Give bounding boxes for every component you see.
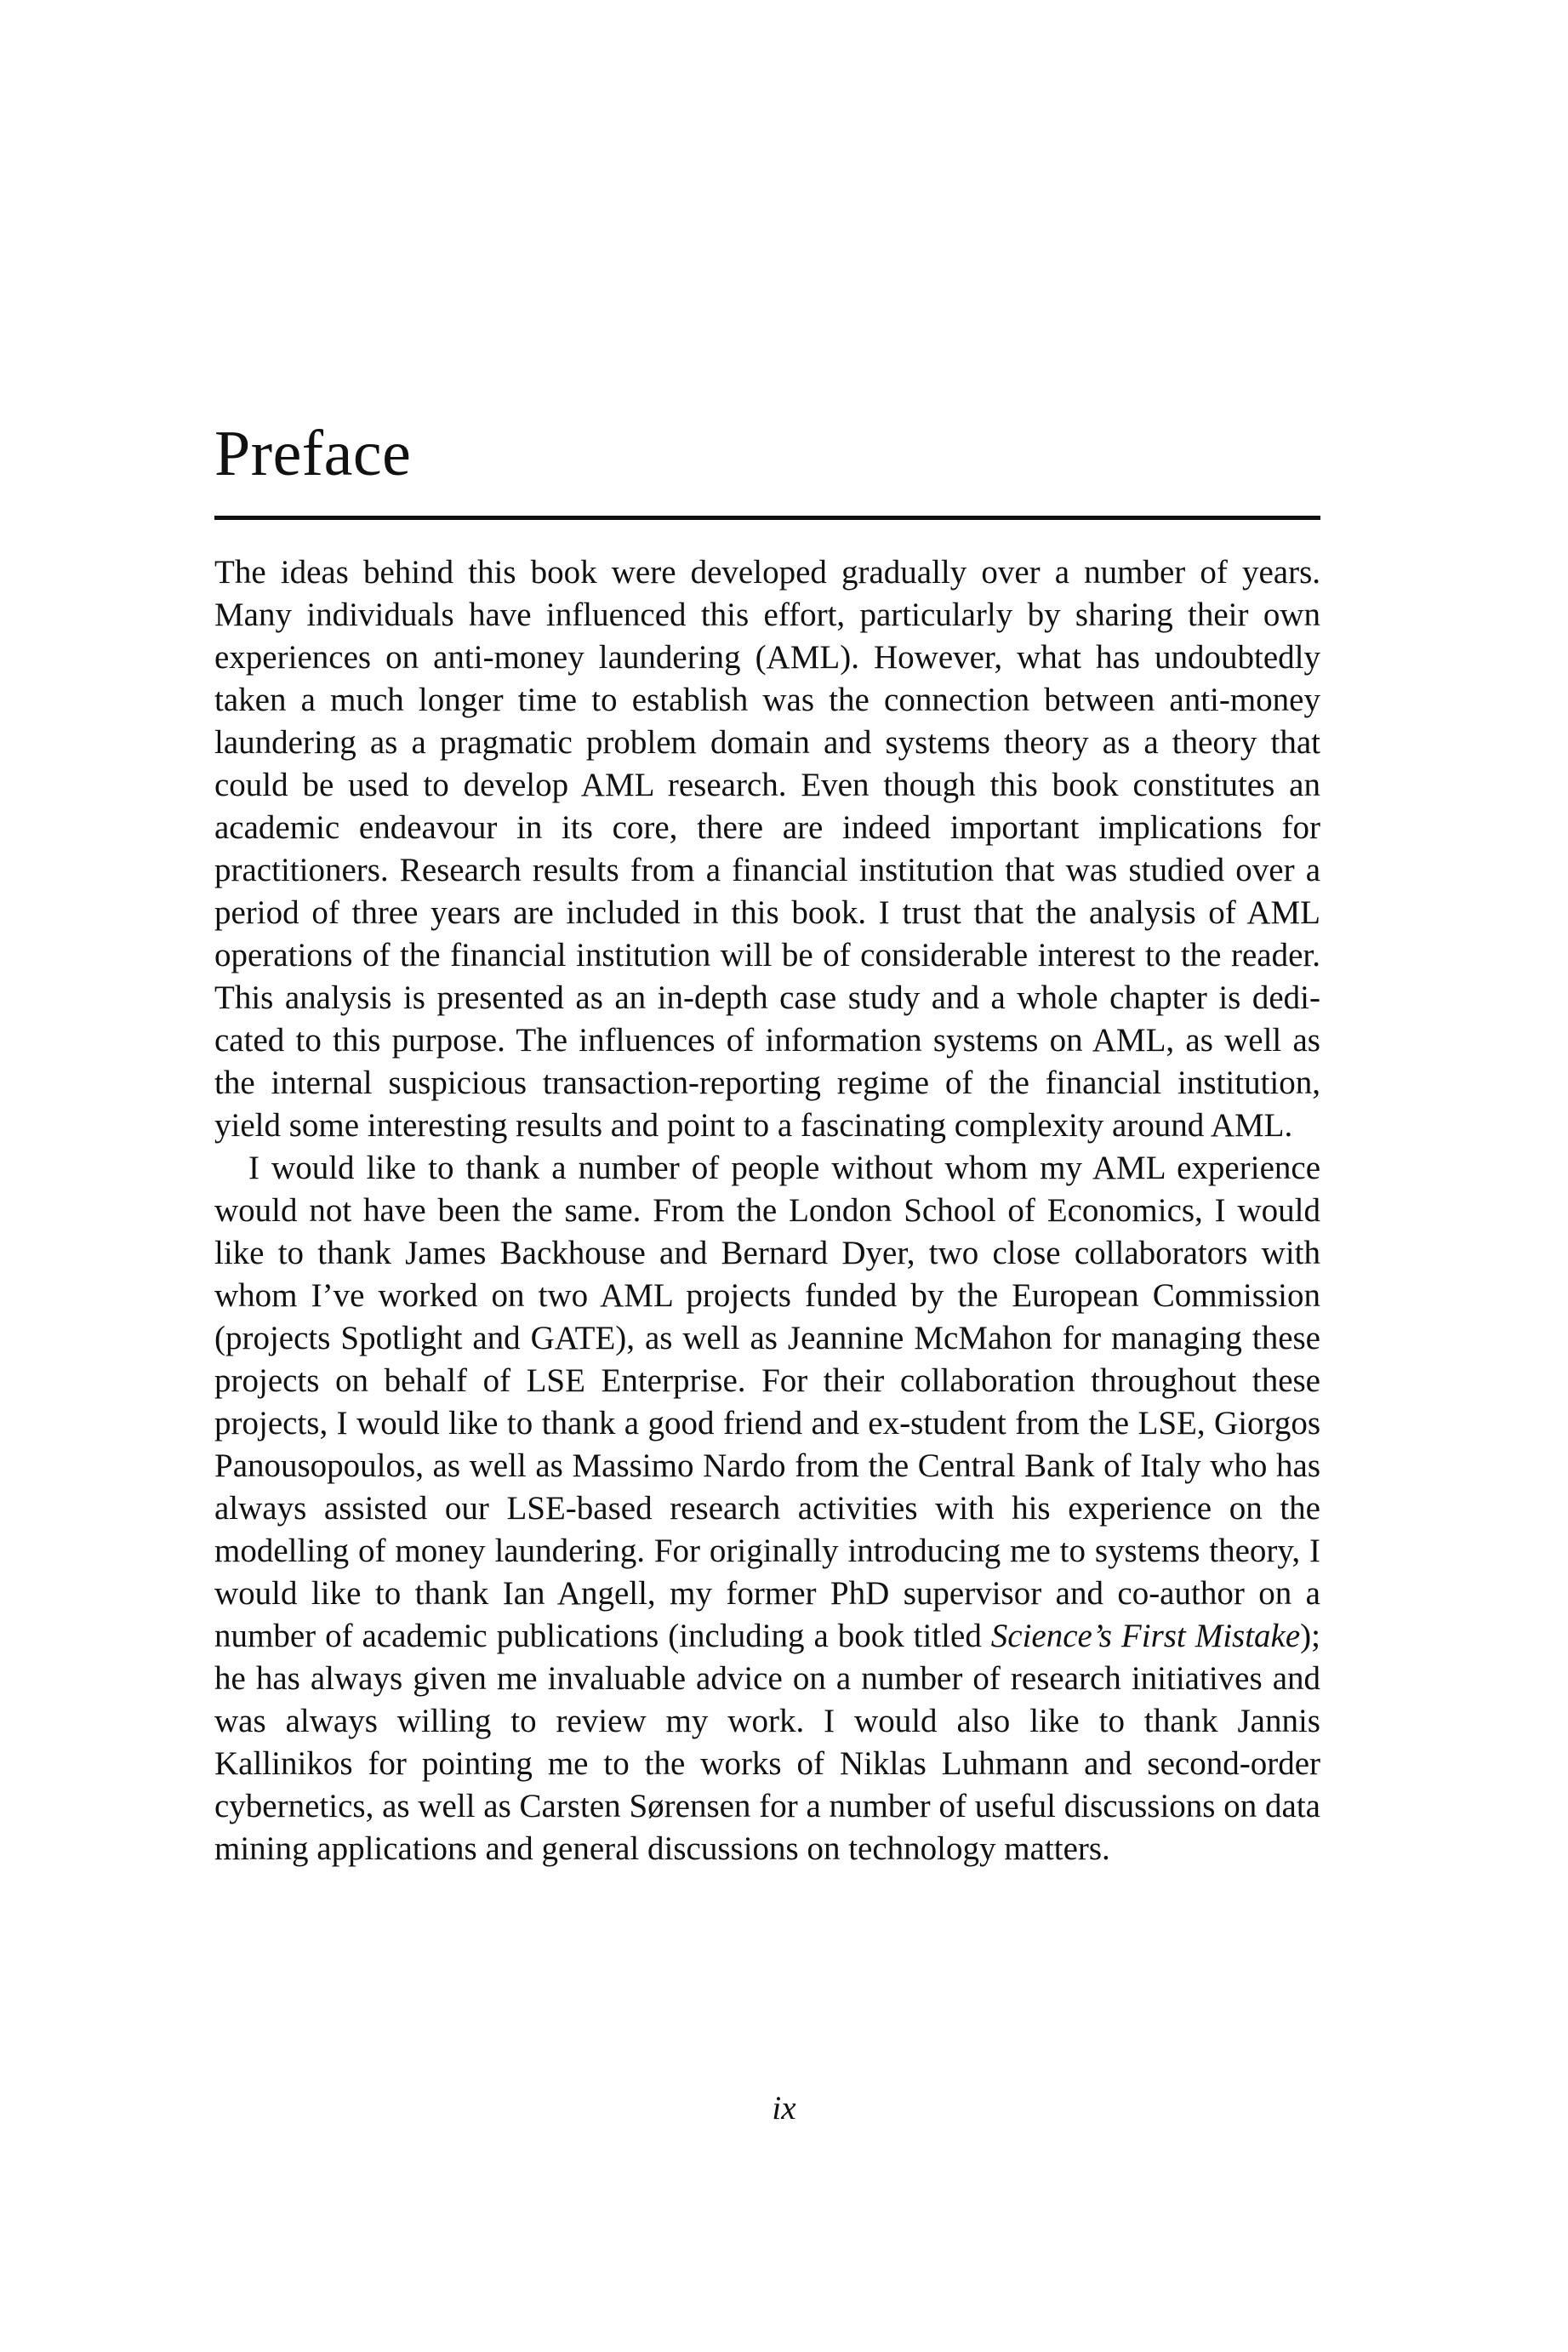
paragraph-2-text-before-title: I would like to thank a number of people without whom my AML experience would not have been the same. From the London School of Economics, I would like to thank James Backhouse and Bernard Dyer, two close collaborators with whom I’ve worked on two AML projects funded by the European Commission (projects Spotlight and GATE), as well as Jeannine McMahon for managing these projects on behalf of LSE Enterprise. For their collaboration throughout these projects, I would like to thank a good friend and ex-student from the LSE, Giorgos Panousopoulos, as well as Massimo Nardo from the Central Bank of Italy who has always assisted our LSE-based research activities with his experience on the modelling of money laundering. For originally introducing me to systems theory, I would like to thank Ian Angell, my former PhD supervisor and co-author on a number of academic publications (including a book titled: [214, 1150, 1320, 1654]
book-title: Science’s First Mistake: [990, 1618, 1301, 1654]
paragraph-2: [214, 1147, 1320, 1870]
page-title: Preface: [214, 418, 412, 489]
preface-body: [214, 551, 1320, 1870]
paragraph-1: The ideas behind this book were developed gradually over a number of years. Many individuals have influenced this effort, particularly by sharing their own experiences on anti-money laundering (AML). However, what has undoubtedly taken a much longer time to establish was the connection between anti-money laundering as a pragmatic problem domain and systems theory as a theory that could be used to develop AML research. Even though this book constitutes an academic endeavour in its core, there are indeed important implications for practitioners. Research results from a financial institution that was studied over a period of three years are included in this book. I trust that the analysis of AML operations of the financial institution will be of considerable interest to the reader. This analysis is presented as an in-depth case study and a whole chapter is dedicated to this purpose. The influences of information systems on AML, as well as the internal suspicious transaction-reporting regime of the financial institution, yield some interesting results and point to a fascinating complexity around AML.: [214, 554, 1320, 1144]
paragraph-2-text-after-title: ); he has always given me invaluable advice on a number of research initiatives and was always willing to review my work. I would also like to thank Jannis Kallinikos for pointing me to the works of Niklas Luhmann and second-order cybernetics, as well as Carsten Sørensen for a number of useful discussions on data mining applications and general discussions on technology matters.: [214, 1618, 1320, 1867]
page-number: ix: [772, 2090, 796, 2127]
title-rule: [214, 516, 1320, 520]
